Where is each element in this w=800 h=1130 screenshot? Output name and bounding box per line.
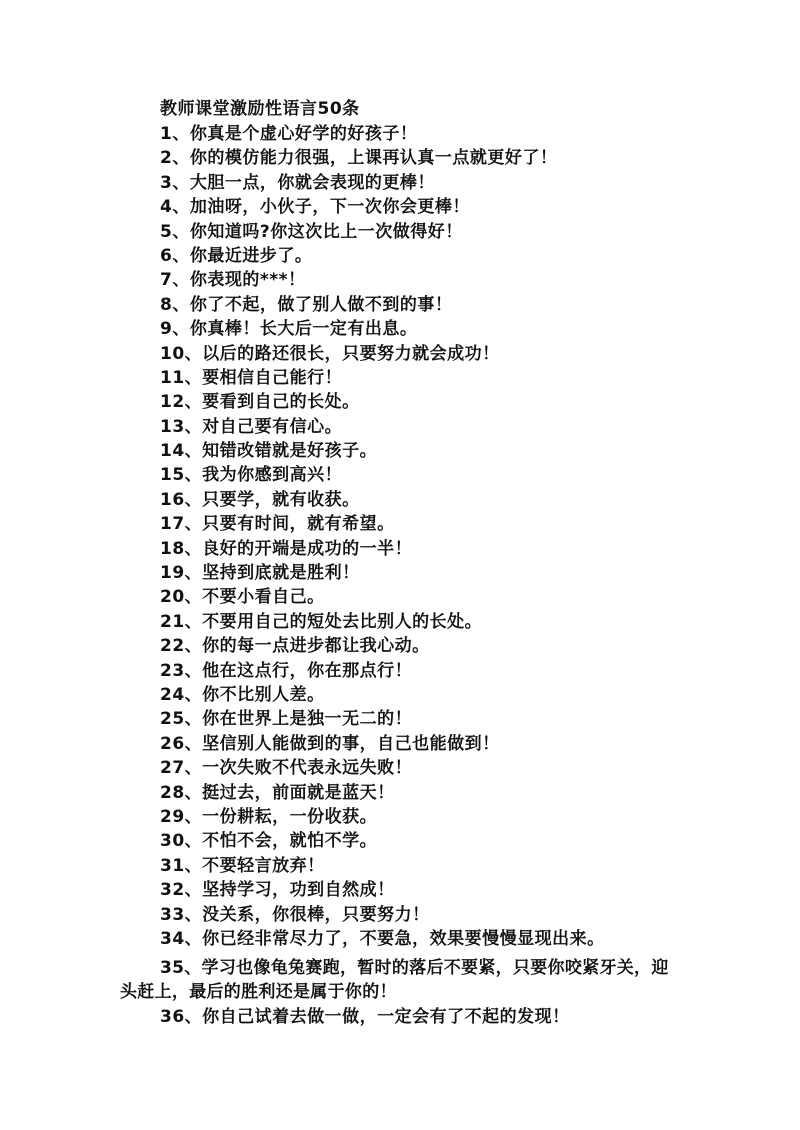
list-item: 1、你真是个虚心好学的好孩子！ xyxy=(160,124,418,144)
list-item: 24、你不比别人差。 xyxy=(160,684,325,705)
list-item: 15、我为你感到高兴！ xyxy=(160,465,343,486)
list-item: 11、要相信自己能行！ xyxy=(160,367,343,388)
list-item: 9、你真棒！长大后一定有出息。 xyxy=(160,319,418,340)
list-item-line: 35、学习也像龟兔赛跑，暂时的落后不要紧，只要你咬紧牙关，迎 xyxy=(160,958,669,978)
list-item: 10、以后的路还很长，只要努力就会成功！ xyxy=(160,343,500,364)
list-item: 4、加油呀，小伙子，下一次你会更棒！ xyxy=(160,197,470,218)
list-item: 18、良好的开端是成功的一半！ xyxy=(160,538,413,559)
list-item: 12、要看到自己的长处。 xyxy=(160,392,360,413)
list-item: 25、你在世界上是独一无二的！ xyxy=(160,709,413,730)
list-item: 19、坚持到底就是胜利！ xyxy=(160,563,360,584)
list-item: 32、坚持学习，功到自然成！ xyxy=(160,880,395,901)
list-item: 17、只要有时间，就有希望。 xyxy=(160,514,395,535)
list-item: 30、不怕不会，就怕不学。 xyxy=(160,831,378,852)
list-item-wrapped xyxy=(120,956,690,1005)
list-item: 7、你表现的***！ xyxy=(160,270,306,291)
list-item: 13、对自己要有信心。 xyxy=(160,416,343,437)
list-item: 23、他在这点行，你在那点行！ xyxy=(160,660,413,681)
list-item: 6、你最近进步了。 xyxy=(160,245,313,266)
list-item: 29、一份耕耘，一份收获。 xyxy=(160,806,378,827)
list-item: 31、不要轻言放弃！ xyxy=(160,855,325,876)
list-item: 14、知错改错就是好孩子。 xyxy=(160,441,378,462)
list-item: 3、大胆一点，你就会表现的更棒！ xyxy=(160,172,435,193)
encouragement-list xyxy=(160,122,720,951)
list-item: 2、你的模仿能力很强，上课再认真一点就更好了！ xyxy=(160,148,558,169)
list-item: 26、坚信别人能做到的事，自己也能做到！ xyxy=(160,733,500,754)
list-item-line: 头赶上，最后的胜利还是属于你的！ xyxy=(120,982,397,1003)
list-item: 8、你了不起，做了别人做不到的事！ xyxy=(160,294,453,315)
document-title: 教师课堂激励性语言50条 xyxy=(160,99,360,119)
list-item: 28、挺过去，前面就是蓝天！ xyxy=(160,782,395,803)
list-item: 22、你的每一点进步都让我心动。 xyxy=(160,636,430,657)
list-item: 27、一次失败不代表永远失败！ xyxy=(160,758,413,779)
list-item: 5、你知道吗?你这次比上一次做得好！ xyxy=(160,221,463,242)
list-item: 34、你已经非常尽力了，不要急，效果要慢慢显现出来。 xyxy=(160,928,605,949)
list-item: 36、你自己试着去做一做，一定会有了不起的发现！ xyxy=(160,1007,570,1027)
list-item: 33、没关系，你很棒，只要努力！ xyxy=(160,904,430,925)
list-item: 20、不要小看自己。 xyxy=(160,587,325,608)
list-item: 21、不要用自己的短处去比别人的长处。 xyxy=(160,611,483,632)
list-item: 16、只要学，就有收获。 xyxy=(160,489,360,510)
